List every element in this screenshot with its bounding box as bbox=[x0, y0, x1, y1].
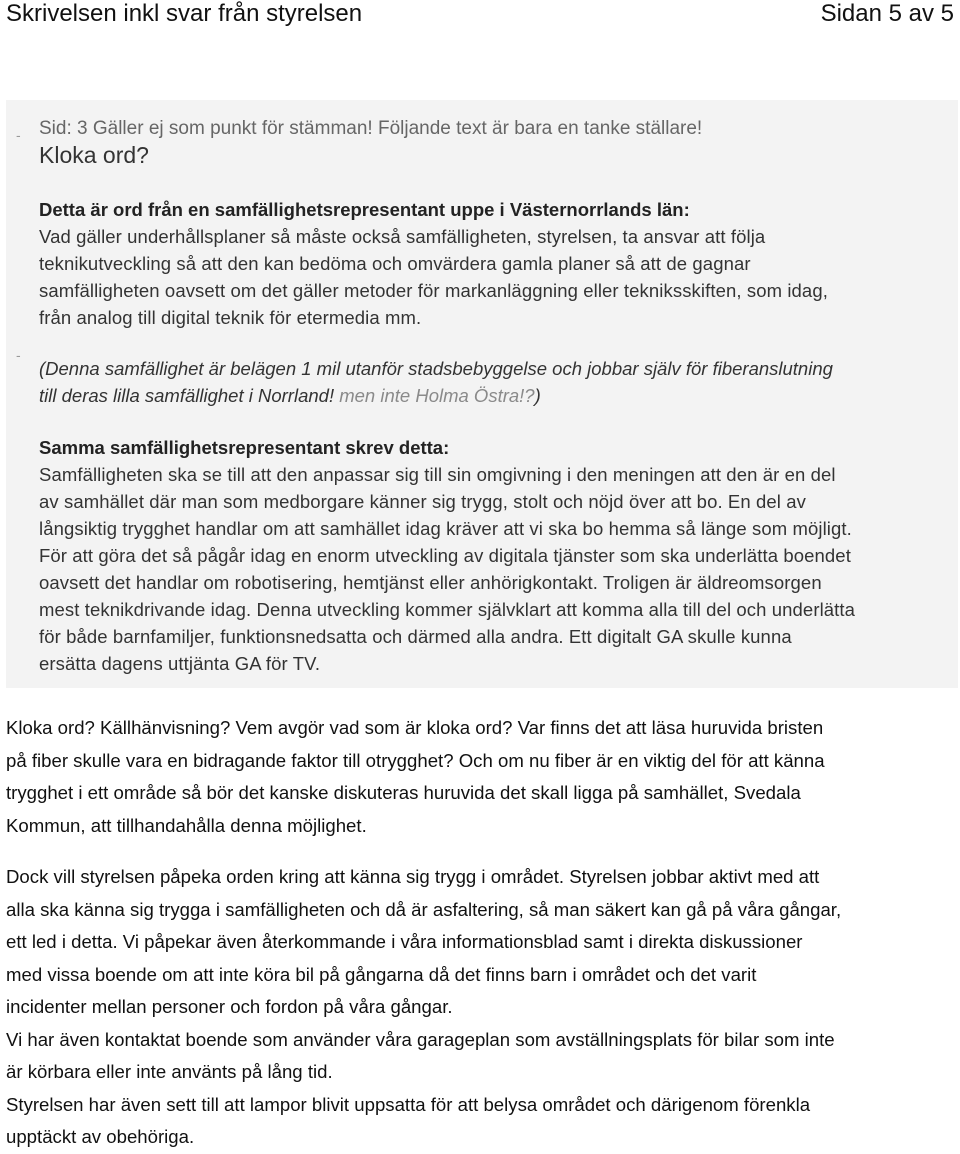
text-line: på fiber skulle vara en bidragande faktor till otrygghet? Och om nu fiber är en viktig del för att känna bbox=[6, 749, 825, 771]
scan-text-line: samfälligheten oavsett om det gäller metoder för markanläggning eller tekniksskiften, som idag, bbox=[39, 280, 828, 301]
scan-text-line: Samfälligheten ska se till att den anpassar sig till sin omgivning i den meningen att den är en del bbox=[39, 464, 836, 485]
document-title: Skrivelsen inkl svar från styrelsen bbox=[6, 0, 363, 27]
scan-heading: Kloka ord? bbox=[39, 142, 149, 168]
scan-text-line: ersätta dagens uttjänta GA för TV. bbox=[39, 653, 321, 674]
text-line: Kommun, att tillhandahålla denna möjlighet. bbox=[6, 814, 367, 836]
scan-italic-grey-text: men inte Holma Östra!? bbox=[334, 385, 535, 406]
text-line: Styrelsen har även sett till att lampor blivit uppsatta för att belysa området och därigenom förenkla bbox=[6, 1093, 811, 1115]
scan-italic-text: ) bbox=[534, 385, 541, 406]
text-line: är körbara eller inte använts på lång tid. bbox=[6, 1061, 333, 1082]
text-line: ett led i detta. Vi påpekar även återkommande i våra informationsblad samt i direkta diskussioner bbox=[6, 931, 803, 952]
scan-text-line: av samhället där man som medborgare känner sig trygg, stolt och nöjd över att bo. En del av bbox=[39, 491, 806, 512]
margin-mark: - bbox=[16, 347, 21, 363]
page-number: Sidan 5 av 5 bbox=[820, 0, 954, 27]
scan-section-title: Samma samfällighetsrepresentant skrev detta: bbox=[39, 437, 450, 458]
text-line: Dock vill styrelsen påpeka orden kring att känna sig trygg i området. Styrelsen jobbar aktivt med att bbox=[6, 866, 820, 887]
scan-text-line: mest teknikdrivande idag. Denna utveckling kommer självklart att komma alla till del och underlätta bbox=[39, 599, 856, 620]
scan-italic-line: (Denna samfällighet är belägen 1 mil utanför stadsbebyggelse och jobbar själv för fiberanslutning bbox=[39, 358, 833, 379]
scan-text-line: teknikutveckling så att den kan bedöma och omvärdera gamla planer så att de gagnar bbox=[39, 253, 751, 274]
scan-text-line: långsiktig trygghet handlar om att samhället idag kräver att vi ska bo hemma så länge som möjligt. bbox=[39, 518, 852, 539]
text-line: incidenter mellan personer och fordon på våra gångar. bbox=[6, 996, 453, 1017]
scan-note-line: Sid: 3 Gäller ej som punkt för stämman! Följande text är bara en tanke ställare! bbox=[39, 118, 703, 139]
scan-text-line: från analog till digital teknik för etermedia mm. bbox=[39, 307, 422, 328]
text-line: med vissa boende om att inte köra bil på gångarna då det finns barn i området och det varit bbox=[6, 963, 757, 985]
scan-text-line: för både barnfamiljer, funktionsnedsatta och därmed alla andra. Ett digitalt GA skulle kunna bbox=[39, 626, 792, 647]
scanned-letter-image bbox=[6, 100, 958, 688]
text-line: upptäckt av obehöriga. bbox=[6, 1126, 195, 1147]
scan-text-line: För att göra det så pågår idag en enorm utveckling av digitala tjänster som ska underlätta boendet bbox=[39, 545, 851, 566]
scan-section-title: Detta är ord från en samfällighetsrepresentant uppe i Västernorrlands län: bbox=[39, 199, 690, 220]
scan-text-line: Vad gäller underhållsplaner så måste också samfälligheten, styrelsen, ta ansvar att följa bbox=[39, 226, 766, 247]
response-text bbox=[6, 712, 954, 1154]
scan-italic-line bbox=[39, 385, 541, 407]
paragraph-gap bbox=[6, 842, 954, 861]
text-line: Kloka ord? Källhänvisning? Vem avgör vad som är kloka ord? Var finns det att läsa huruvida bristen bbox=[6, 717, 824, 738]
page-header bbox=[6, 0, 954, 30]
text-line: Vi har även kontaktat boende som använder våra garageplan som avställningsplats för bilar som inte bbox=[6, 1028, 835, 1050]
text-line: alla ska känna sig trygga i samfälligheten och då är asfaltering, så man säkert kan gå på våra gångar, bbox=[6, 898, 842, 920]
scan-italic-text: till deras lilla samfällighet i Norrland! bbox=[39, 385, 335, 406]
scan-text-line: oavsett det handlar om robotisering, hemtjänst eller anhörigkontakt. Troligen är äldreomsorgen bbox=[39, 572, 822, 593]
margin-mark: - bbox=[16, 127, 21, 143]
text-line: trygghet i ett område så bör det kanske diskuteras huruvida det skall ligga på samhället, Svedala bbox=[6, 782, 801, 803]
